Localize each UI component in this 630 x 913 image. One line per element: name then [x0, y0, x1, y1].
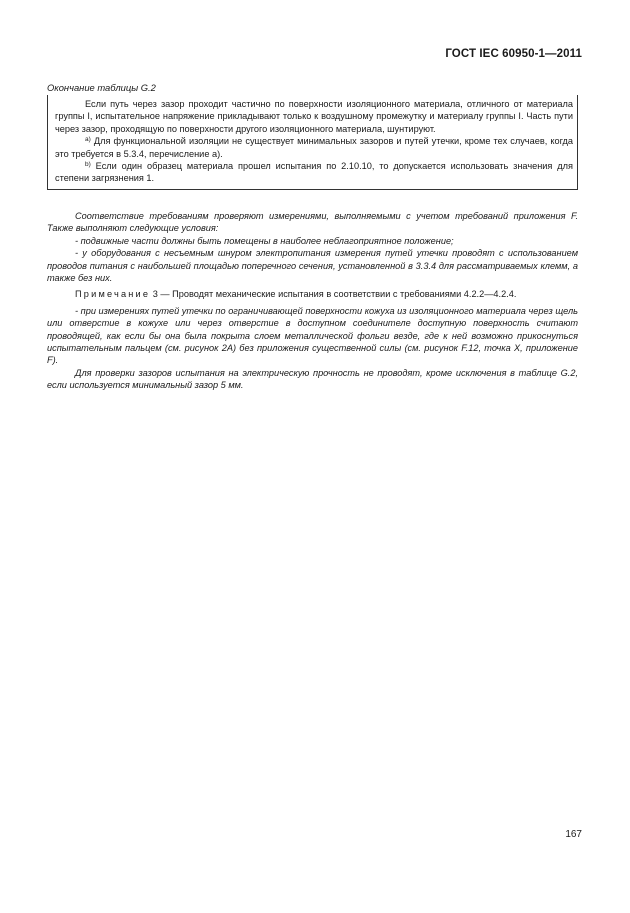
note-text: 3 — Проводят механические испытания в соответствии с требованиями 4.2.2—4.2.4. [150, 289, 517, 300]
electric-strength-paragraph: Для проверки зазоров испытания на электрическую прочность не проводят, кроме исключения в таблице G.2, если используется минимальный зазор 5 мм. [47, 367, 578, 391]
table-footnotes-box [47, 95, 578, 190]
table-continuation-caption: Окончание таблицы G.2 [47, 82, 156, 93]
compliance-paragraph: Соответствие требованиям проверяют измерениями, выполняемыми с учетом требований приложения F. Также выполняют следующие условия: [47, 211, 578, 234]
footnote-b [55, 160, 573, 185]
footnote-b-text: Если один образец материала прошел испытания по 2.10.10, то допускается использовать значения для степени загрязнения 1. [55, 161, 573, 184]
footnote-b-marker: b) [85, 161, 91, 169]
note-label: Примечание [75, 289, 151, 300]
footnote-paragraph: Если путь через зазор проходит частично по поверхности изоляционного материала, отличного от материала группы I, испытательное напряжение прикладывают только к воздушному промежутку и материалу группы I. Часть пути через зазор, проходящую по поверхности другого изоляционного материала, шунтируют. [55, 99, 573, 134]
footnote-a [55, 135, 573, 160]
footnote-a-text: Для функциональной изоляции не существует минимальных зазоров и путей утечки, кроме тех случаев, когда это требуется в 5.3.4, перечисление a). [55, 136, 573, 159]
condition-enclosure-surface: - при измерениях путей утечки по ограничивающей поверхности кожуха из изоляционного материала через щель или отверстие в кожухе или через отверстие в доступном соединителе доступную поверхность считают проводящей, как если бы она была покрыта слоем металлической фольги везде, где к ней возможно прикоснуться испытательным пальцем (см. рисунок 2А) без приложения существенной силы (см. рисунок F.12, точка X, приложение F). [47, 305, 578, 366]
footnote-a-marker: a) [85, 136, 91, 144]
main-body-text [47, 210, 578, 392]
page-number: 167 [565, 829, 582, 840]
condition-power-cord: - у оборудования с несъемным шнуром электропитания измерения путей утечки проводят с использованием проводов питания с наибольшей площадью поперечного сечения, установленной в 3.3.4 для рассматриваемых клемм, а также без них. [47, 248, 578, 284]
note-3 [47, 288, 578, 300]
standard-code-header: ГОСТ IEC 60950-1—2011 [445, 48, 582, 60]
condition-moving-parts: - подвижные части должны быть помещены в наиболее неблагоприятное положение; [75, 235, 454, 246]
